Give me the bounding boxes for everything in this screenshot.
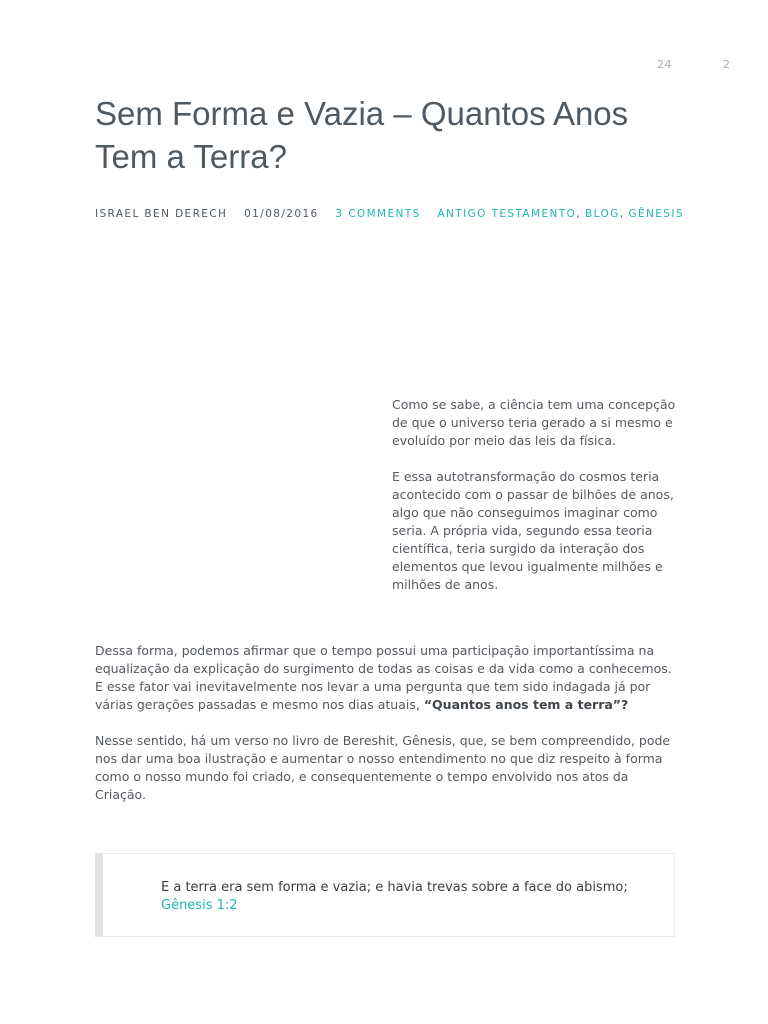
scripture-quote	[95, 853, 675, 937]
paragraph-4: Nesse sentido, há um verso no livro de Bereshit, Gênesis, que, se bem compreendido, pode nos dar uma boa ilustração e aumentar o nosso entendimento no que diz respeito à forma como o nosso mundo foi criado, e consequentemente o tempo envolvido nos atos da Criação.	[95, 733, 671, 802]
category-antigo-testamento[interactable]: ANTIGO TESTAMENTO	[437, 208, 577, 220]
aside-text-block	[392, 396, 678, 612]
post-meta	[95, 208, 684, 220]
page-title: Sem Forma e Vazia – Quantos Anos Tem a Terra?	[95, 95, 629, 175]
paragraph-3: Dessa forma, podemos afirmar que o tempo possui uma participação importantíssima na equalização da explicação do surgimento de todas as coisas e da vida como a conhecemos. E esse fator vai inevitavelmente nos levar a uma pergunta que tem sido indagada já por várias gerações passadas e mesmo nos dias atuais, “Quantos anos tem a terra”?	[95, 643, 672, 712]
main-text-block	[95, 642, 679, 822]
category-genesis[interactable]: GÊNESIS	[628, 208, 684, 220]
categories: ANTIGO TESTAMENTO, BLOG, GÊNESIS	[437, 208, 684, 220]
share-count-b: 2	[723, 58, 731, 71]
quote-text: E a terra era sem forma e vazia; e havia trevas sobre a face do abismo;	[161, 880, 628, 895]
quote-citation-link[interactable]: Gênesis 1:2	[161, 898, 238, 913]
category-blog[interactable]: BLOG	[585, 208, 620, 220]
author-link[interactable]: ISRAEL BEN DERECH	[95, 208, 228, 220]
post-date: 01/08/2016	[244, 208, 319, 220]
share-count-a: 24	[657, 58, 672, 71]
question-emphasis: “Quantos anos tem a terra”?	[423, 697, 629, 712]
paragraph-1: Como se sabe, a ciência tem uma concepção de que o universo teria gerado a si mesmo e evoluído por meio das leis da física.	[392, 397, 676, 448]
paragraph-2: E essa autotransformação do cosmos teria acontecido com o passar de bilhões de anos, algo que não conseguimos imaginar como seria. A própria vida, segundo essa teoria científica, teria surgido da interação dos elementos que levou igualmente milhões e milhões de anos.	[392, 469, 674, 592]
comments-link[interactable]: 3 COMMENTS	[335, 208, 421, 220]
